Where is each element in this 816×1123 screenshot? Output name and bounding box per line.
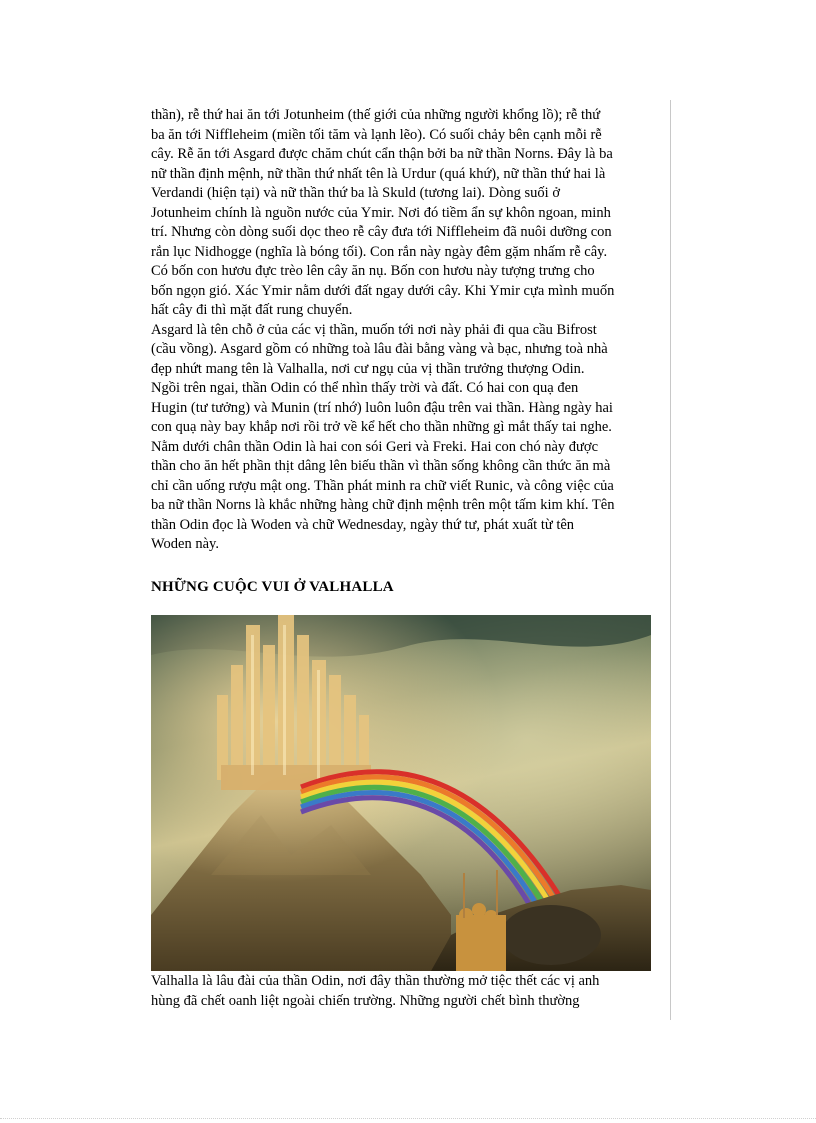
paragraph-yggdrasil-roots: thần), rễ thứ hai ăn tới Jotunheim (thế giới của những người khổng lồ); rễ thứ ba ăn tới Niffleheim (miền tối tăm và lạnh lẽo). Có suối chảy bên cạnh mỗi rễ cây. Rễ ăn tới Asgard được chăm chút cẩn thận bởi ba nữ thần Norns. Đây là ba nữ thần định mệnh, nữ thần thứ nhất tên là Urdur (quá khứ), nữ thần thứ hai là Verdandi (hiện tại) và nữ thần thứ ba là Skuld (tương lai). Dòng suối ở Jotunheim chính là nguồn nước của Ymir. Nơi đó tiềm ẩn sự khôn ngoan, minh trí. Nhưng còn dòng suối dọc theo rễ cây đưa tới Niffleheim đã nuôi dưỡng con rắn lục Nidhogge (nghĩa là bóng tối). Con rắn này ngày đêm gặm nhấm rễ cây. Có bốn con hươu đực trèo lên cây ăn nụ. Bốn con hươu này tượng trưng cho bốn ngọn gió. Xác Ymir nằm dưới đất ngay dưới cây. Khi Ymir cựa mình muốn hất cây đi thì mặt đất rung chuyển.: [151, 107, 615, 318]
right-margin-line: [670, 100, 671, 1020]
paragraph-asgard: Asgard là tên chỗ ở của các vị thần, muốn tới nơi này phải đi qua cầu Bifrost (cầu vồng). Asgard gồm có những toà lâu đài bằng vàng và bạc, nhưng toà nhà đẹp nhứt mang tên là Valhalla, nơi cư ngụ của vị thần trưởng thượng Odin. Ngồi trên ngai, thần Odin có thể nhìn thấy trời và đất. Có hai con quạ đen Hugin (tư tưởng) và Munin (trí nhớ) luôn luôn đậu trên vai thần. Hàng ngày hai con quạ này bay khắp nơi rồi trở về kể hết cho thần những gì mắt thấy tai nghe. Nằm dưới chân thần Odin là hai con sói Geri và Freki. Hai con chó này được thần cho ăn hết phần thịt dâng lên biếu thần vì thần sống không cần thức ăn mà chỉ cần uống rượu mật ong. Thần phát minh ra chữ viết Runic, và công việc của ba nữ thần Norns là khắc những hàng chữ định mệnh trên một tấm kim khí. Tên thần Odin đọc là Woden và chữ Wednesday, ngày thứ tư, phát xuất từ tên Woden này.: [151, 321, 615, 552]
page-bottom-edge: [0, 1118, 816, 1119]
figure-caption: Valhalla là lâu đài của thần Odin, nơi đây thần thường mở tiệc thết các vị anh hùng đã chết oanh liệt ngoài chiến trường. Những người chết bình thường: [151, 973, 600, 1009]
valhalla-rainbow-illustration: [151, 615, 651, 971]
section-heading: NHỮNG CUỘC VUI Ở VALHALLA: [151, 579, 394, 595]
cave: [501, 905, 601, 965]
article-body: [151, 106, 663, 555]
